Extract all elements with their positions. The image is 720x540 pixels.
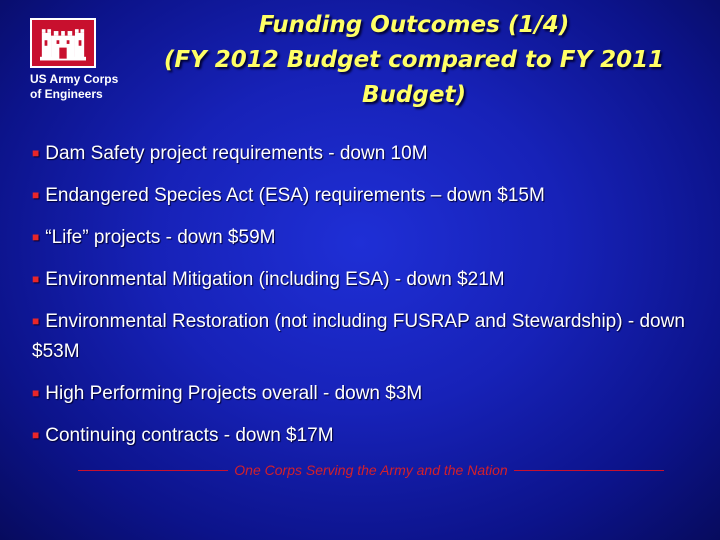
usace-castle-logo — [30, 18, 96, 68]
footer — [78, 462, 664, 478]
org-name-line2: of Engineers — [30, 87, 103, 101]
org-name-line1: US Army Corps — [30, 72, 119, 86]
bullet-icon: ■ — [32, 428, 40, 442]
bullet-item — [32, 306, 692, 367]
bullet-icon: ■ — [32, 386, 40, 400]
bullet-icon: ■ — [32, 188, 40, 202]
bullet-text: Environmental Restoration (not including FUSRAP and Stewardship) - down $53M — [32, 311, 685, 362]
bullet-item — [32, 180, 692, 211]
bullet-icon: ■ — [32, 146, 40, 160]
bullet-item — [32, 264, 692, 295]
bullet-icon: ■ — [32, 314, 40, 328]
bullet-text: Endangered Species Act (ESA) requirements – down $15M — [45, 185, 545, 206]
org-name — [30, 72, 150, 102]
footer-rule-right — [514, 470, 664, 471]
slide-title — [140, 8, 688, 113]
bullet-item — [32, 420, 692, 451]
bullet-text: Environmental Mitigation (including ESA) - down $21M — [45, 269, 505, 290]
bullet-text: High Performing Projects overall - down $3M — [45, 383, 423, 404]
bullet-text: Dam Safety project requirements - down 10M — [45, 143, 428, 164]
title-line2: (FY 2012 Budget compared to FY 2011 — [163, 47, 665, 73]
bullet-text: “Life” projects - down $59M — [45, 227, 276, 248]
bullet-text: Continuing contracts - down $17M — [45, 425, 334, 446]
footer-tagline: One Corps Serving the Army and the Nation — [234, 462, 508, 478]
title-line1: Funding Outcomes (1/4) — [258, 12, 570, 38]
castle-icon — [32, 20, 94, 66]
bullet-list — [32, 138, 692, 462]
bullet-icon: ■ — [32, 230, 40, 244]
bullet-item — [32, 138, 692, 169]
bullet-item — [32, 378, 692, 409]
bullet-item — [32, 222, 692, 253]
bullet-icon: ■ — [32, 272, 40, 286]
footer-rule-left — [78, 470, 228, 471]
title-line3: Budget) — [362, 82, 466, 108]
